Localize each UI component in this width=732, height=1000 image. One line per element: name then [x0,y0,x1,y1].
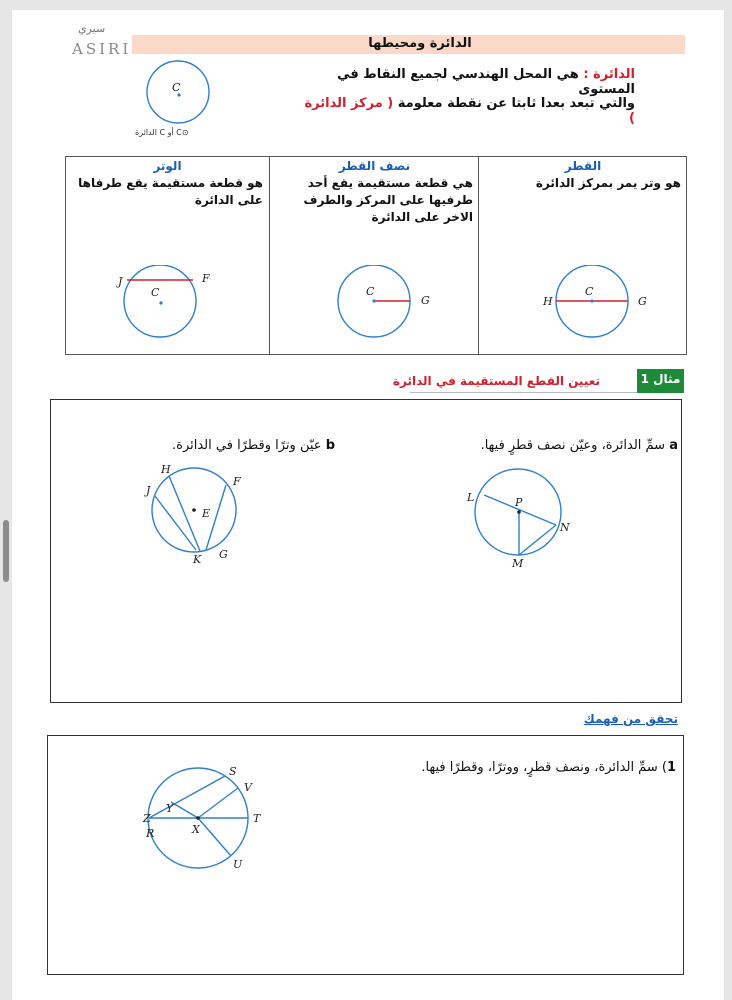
part-b-chord-jk [155,496,196,550]
chord-label-f: F [202,272,210,285]
part-b-label-f: F [233,475,241,488]
example-badge-label: مثال 1 [640,372,681,386]
logo-script: سيري [78,22,106,35]
diameter-header: القطر [564,159,602,173]
page-title: الدائرة ومحيطها [368,36,472,51]
definition-term: الدائرة : [583,67,635,82]
chord-circle [124,265,196,337]
part-a-letter: a [669,438,678,453]
part-b-label-j: J [146,484,151,497]
q1-label-x: X [192,823,200,836]
chord-center-point [159,301,162,304]
diameter-label-h: H [543,295,553,308]
scrollbar[interactable] [3,520,9,582]
radius-label-g: G [421,294,430,307]
q1-figure [135,760,275,875]
q1-radius-xu [198,818,231,856]
part-b-center-point [192,508,196,512]
q1-label-r: R [146,827,155,840]
part-a-label-n: N [560,521,570,534]
part-a-center-point [517,510,521,514]
part-a-text: سمِّ الدائرة، وعيّن نصف قطرٍ فيها. [480,438,666,453]
part-a-label-p: P [515,496,523,509]
part-b-label-k: K [193,553,202,566]
q1-label-z: Z [143,812,151,825]
circle-caption: الدائرة C أو C⊙ [135,128,189,137]
q1-label-u: U [233,858,243,871]
definition-text-1: هي المحل الهندسي لجميع النقاط في المستوى [337,67,635,97]
part-b-label-g: G [219,548,228,561]
example-underline [410,392,637,393]
definition-highlight: ( مركز الدائرة ) [304,96,635,126]
chord-header: الوتر [153,159,182,173]
q1-question: 1) سمِّ الدائرة، ونصف قطرٍ، ووترًا، وقطرًا فيها. [421,760,676,775]
part-b-letter: b [325,438,335,453]
radius-definition: هي قطعة مستقيمة يقع أحد طرفيها على المركز والطرف الاخر على الدائرة [303,176,473,224]
chord-definition: هو قطعة مستقيمة يقع طرفاها على الدائرة [78,176,263,207]
center-label: C [172,81,181,94]
diameter-definition: هو وتر يمر بمركز الدائرة [535,176,681,190]
definition-text-2: والتي تبعد بعدا ثابتا عن نقطة معلومة [393,96,635,111]
logo-text: ASIRI [72,40,132,58]
q1-label-v: V [244,781,252,794]
diameter-center-point [590,299,593,302]
part-b-question [130,438,335,453]
chord-label-c: C [151,286,160,299]
part-a-figure [460,465,590,575]
diameter-label-c: C [585,285,594,298]
part-b-figure [140,460,260,570]
definition-line-2 [300,96,635,126]
part-a-label-l: L [467,491,475,504]
part-b-label-h: H [161,463,171,476]
part-a-question [380,438,678,453]
part-a-label-m: M [512,557,524,570]
table-col-chord [66,157,269,354]
table-col-radius [269,157,479,354]
q1-number: 1 [666,760,676,775]
radius-header: نصف القطر [338,159,411,173]
q1-radius-xy [171,802,198,818]
check-understanding-title: تحقق من فهمك [583,712,678,726]
radius-figure [330,265,450,350]
part-b-diameter-hk [169,476,200,551]
q1-label-y: Y [166,802,174,815]
chord-label-j: J [118,275,123,288]
part-b-text: عيّن وترًا وقطرًا في الدائرة. [172,438,322,453]
diameter-figure [529,265,659,350]
q1-label-s: S [229,765,237,778]
definitions-table [65,156,687,355]
example-title: تعيين القطع المستقيمة في الدائرة [392,374,600,388]
q1-radius-xv [198,788,238,818]
table-col-diameter [478,157,687,354]
chord-figure [106,265,226,350]
definition-circle-figure [140,58,240,138]
definition-line-1 [300,67,635,97]
q1-text: سمِّ الدائرة، ونصف قطرٍ، ووترًا، وقطرًا فيها. [421,760,658,775]
radius-label-c: C [366,285,375,298]
radius-center-point [372,299,375,302]
part-b-label-e: E [202,507,211,520]
q1-label-t: T [253,812,261,825]
q1-center-point [196,816,200,820]
diameter-label-g: G [638,295,647,308]
